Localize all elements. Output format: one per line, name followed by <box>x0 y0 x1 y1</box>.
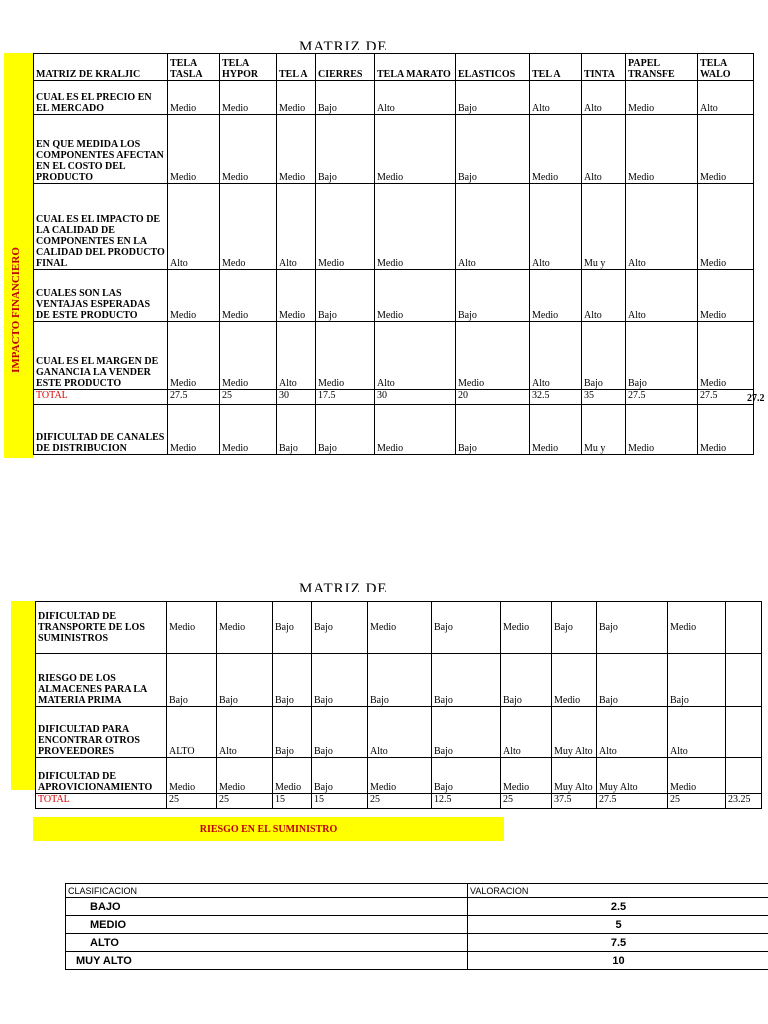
table-cell: Medio <box>168 405 220 455</box>
table-cell: Bajo <box>456 81 530 115</box>
total-cell: 27.5 <box>597 794 668 809</box>
table-cell: Medio <box>220 322 277 390</box>
table-cell: Bajo <box>368 654 432 707</box>
table-cell: Medio <box>552 654 597 707</box>
table-cell: Bajo <box>456 115 530 184</box>
table-cell: Medio <box>316 184 375 270</box>
classification-value: 5 <box>468 916 768 934</box>
table-cell: Muy Alto <box>552 758 597 794</box>
classification-row <box>66 916 768 934</box>
classification-header-row <box>66 884 768 898</box>
row-question: DIFICULTAD PARA ENCONTRAR OTROS PROVEEDORES <box>36 707 167 758</box>
table-cell: Bajo <box>316 270 375 322</box>
total-cell: 25 <box>217 794 273 809</box>
table-cell: Medio <box>273 758 312 794</box>
table-cell: Bajo <box>312 602 368 654</box>
table-cell: Bajo <box>432 758 501 794</box>
table-cell: Medio <box>668 602 726 654</box>
classification-header: CLASIFICACION <box>66 884 468 898</box>
table-cell: Alto <box>368 707 432 758</box>
table-row <box>34 81 754 115</box>
total-label: TOTAL <box>36 794 167 809</box>
table-cell: Medio <box>220 405 277 455</box>
table-cell: Medio <box>375 115 456 184</box>
table-row <box>34 184 754 270</box>
table-cell: Medio <box>626 81 698 115</box>
classification-row <box>66 952 768 970</box>
table-cell: Alto <box>530 184 582 270</box>
total-cell: 25 <box>368 794 432 809</box>
table-row <box>34 405 754 455</box>
classification-row <box>66 934 768 952</box>
table-cell: Bajo <box>316 405 375 455</box>
table-cell: Medio <box>530 115 582 184</box>
table-cell: Muy Alto <box>552 707 597 758</box>
table-cell: Alto <box>277 184 316 270</box>
total-cell: 17.5 <box>316 390 375 405</box>
total-average-financial: 27.2 <box>747 393 765 404</box>
table-cell: Medio <box>501 602 552 654</box>
table-cell: Medio <box>277 270 316 322</box>
table-cell: Alto <box>375 322 456 390</box>
table-cell: Muy Alto <box>597 758 668 794</box>
table-cell: Bajo <box>273 707 312 758</box>
table-cell: Medio <box>168 115 220 184</box>
row-question: RIESGO DE LOS ALMACENES PARA LA MATERIA PRIMA <box>36 654 167 707</box>
table-cell: Bajo <box>432 707 501 758</box>
row-question: CUAL ES EL PRECIO EN EL MERCADO <box>34 81 168 115</box>
table-cell: Alto <box>582 115 626 184</box>
column-header: TEL A <box>277 54 316 81</box>
table-cell: Alto <box>626 184 698 270</box>
supply-highlight-bar <box>11 601 35 790</box>
table-cell: Medio <box>698 405 754 455</box>
table-row <box>34 270 754 322</box>
matrix-header-label: MATRIZ DE KRALJIC <box>34 54 168 81</box>
total-row <box>36 794 762 809</box>
total-cell: 15 <box>273 794 312 809</box>
table-cell: Alto <box>582 81 626 115</box>
table-cell: Medio <box>456 322 530 390</box>
table-cell: Medio <box>168 81 220 115</box>
table-cell: Bajo <box>501 654 552 707</box>
table-cell: Alto <box>168 184 220 270</box>
classification-value: 10 <box>468 952 768 970</box>
table-cell: Bajo <box>273 654 312 707</box>
row-question: DIFICULTAD DE CANALES DE DISTRIBUCION <box>34 405 168 455</box>
supply-risk-banner: RIESGO EN EL SUMINISTRO <box>33 817 504 841</box>
table-cell: Bajo <box>456 405 530 455</box>
total-cell: 15 <box>312 794 368 809</box>
table-cell: Medio <box>698 184 754 270</box>
header-row <box>34 54 754 81</box>
table-cell: Medio <box>220 115 277 184</box>
table-cell: Medio <box>168 270 220 322</box>
table-cell <box>726 707 762 758</box>
table-cell: Medio <box>277 115 316 184</box>
table-cell: Medio <box>167 602 217 654</box>
table-cell: Bajo <box>273 602 312 654</box>
row-question: CUAL ES EL MARGEN DE GANANCIA LA VENDER ESTE PRODUCTO <box>34 322 168 390</box>
table-cell: Medio <box>368 758 432 794</box>
table-cell: Bajo <box>668 654 726 707</box>
table-cell: Bajo <box>597 654 668 707</box>
total-cell: 32.5 <box>530 390 582 405</box>
total-row <box>34 390 754 405</box>
table-cell: Bajo <box>277 405 316 455</box>
column-header: TELA TASLA <box>168 54 220 81</box>
matrix-title-financial: MATRIZ DE <box>299 39 388 50</box>
table-cell: Medio <box>530 405 582 455</box>
table-cell: Medio <box>698 270 754 322</box>
row-question: EN QUE MEDIDA LOS COMPONENTES AFECTAN EN EL COSTO DEL PRODUCTO <box>34 115 168 184</box>
column-header: TELA WALO <box>698 54 754 81</box>
classification-row <box>66 898 768 916</box>
table-cell <box>726 602 762 654</box>
classification-label: MUY ALTO <box>66 952 468 970</box>
table-cell: ALTO <box>167 707 217 758</box>
column-header: TEL A <box>530 54 582 81</box>
total-cell: 25 <box>220 390 277 405</box>
matrix-title-supply: MATRIZ DE <box>299 581 388 592</box>
table-cell: Medio <box>501 758 552 794</box>
classification-value: 2.5 <box>468 898 768 916</box>
table-cell: Bajo <box>316 115 375 184</box>
table-cell: Alto <box>277 322 316 390</box>
total-cell: 25 <box>501 794 552 809</box>
table-cell: Medio <box>220 270 277 322</box>
classification-label: BAJO <box>66 898 468 916</box>
column-header: TINTA <box>582 54 626 81</box>
column-header: PAPEL TRANSFE <box>626 54 698 81</box>
table-cell: Medio <box>698 115 754 184</box>
column-header: TELA HYPOR <box>220 54 277 81</box>
table-cell: Bajo <box>582 322 626 390</box>
row-question: CUAL ES EL IMPACTO DE LA CALIDAD DE COMPONENTES EN LA CALIDAD DEL PRODUCTO FINAL <box>34 184 168 270</box>
table-cell: Alto <box>501 707 552 758</box>
table-cell: Medio <box>375 270 456 322</box>
table-cell: Medio <box>167 758 217 794</box>
total-average-supply: 23.25 <box>726 794 762 809</box>
table-row <box>36 602 762 654</box>
table-cell: Medio <box>368 602 432 654</box>
table-cell: Medio <box>277 81 316 115</box>
valuation-header: VALORACION <box>468 884 768 898</box>
kraljic-financial-table <box>33 53 754 455</box>
table-cell: Medio <box>530 270 582 322</box>
table-cell: Alto <box>668 707 726 758</box>
row-question: CUALES SON LAS VENTAJAS ESPERADAS DE ESTE PRODUCTO <box>34 270 168 322</box>
column-header: ELASTICOS <box>456 54 530 81</box>
row-question: DIFICULTAD DE APROVICIONAMIENTO <box>36 758 167 794</box>
row-question: DIFICULTAD DE TRANSPORTE DE LOS SUMINISTROS <box>36 602 167 654</box>
table-cell: Bajo <box>552 602 597 654</box>
table-cell: Alto <box>582 270 626 322</box>
table-cell: Medio <box>626 115 698 184</box>
total-cell: 30 <box>375 390 456 405</box>
table-cell: Alto <box>375 81 456 115</box>
classification-table <box>65 883 768 970</box>
classification-label: MEDIO <box>66 916 468 934</box>
table-cell: Bajo <box>312 758 368 794</box>
table-cell: Bajo <box>597 602 668 654</box>
table-cell: Alto <box>217 707 273 758</box>
table-row <box>34 322 754 390</box>
table-cell: Mu y <box>582 405 626 455</box>
total-cell: 25 <box>167 794 217 809</box>
total-cell: 20 <box>456 390 530 405</box>
classification-label: ALTO <box>66 934 468 952</box>
table-cell: Medio <box>217 602 273 654</box>
impact-financial-label: IMPACTO FINANCIERO <box>10 247 23 373</box>
table-cell: Bajo <box>626 322 698 390</box>
table-cell: Medio <box>375 405 456 455</box>
column-header: TELA MARATO <box>375 54 456 81</box>
table-row <box>34 115 754 184</box>
total-label: TOTAL <box>34 390 168 405</box>
table-cell <box>726 654 762 707</box>
total-cell: 30 <box>277 390 316 405</box>
table-row <box>36 758 762 794</box>
total-cell: 25 <box>668 794 726 809</box>
table-cell: Medio <box>375 184 456 270</box>
table-cell: Medio <box>668 758 726 794</box>
table-cell: Bajo <box>432 602 501 654</box>
table-cell: Medio <box>220 81 277 115</box>
table-cell: Mu y <box>582 184 626 270</box>
total-cell: 27.5 <box>626 390 698 405</box>
table-cell: Bajo <box>217 654 273 707</box>
table-cell: Bajo <box>312 707 368 758</box>
table-cell: Bajo <box>456 270 530 322</box>
table-row <box>36 707 762 758</box>
total-cell: 27.5 <box>168 390 220 405</box>
total-cell: 37.5 <box>552 794 597 809</box>
table-cell: Alto <box>626 270 698 322</box>
table-cell: Alto <box>456 184 530 270</box>
table-cell: Medo <box>220 184 277 270</box>
table-row <box>36 654 762 707</box>
table-cell: Bajo <box>432 654 501 707</box>
table-cell: Alto <box>698 81 754 115</box>
classification-value: 7.5 <box>468 934 768 952</box>
table-cell: Alto <box>530 322 582 390</box>
table-cell: Medio <box>698 322 754 390</box>
table-cell: Medio <box>217 758 273 794</box>
total-cell: 35 <box>582 390 626 405</box>
total-cell: 12.5 <box>432 794 501 809</box>
table-cell <box>726 758 762 794</box>
table-cell: Medio <box>626 405 698 455</box>
table-cell: Bajo <box>312 654 368 707</box>
table-cell: Medio <box>168 322 220 390</box>
total-cell: 27.5 <box>698 390 754 405</box>
table-cell: Alto <box>530 81 582 115</box>
table-cell: Bajo <box>316 81 375 115</box>
column-header: CIERRES <box>316 54 375 81</box>
table-cell: Alto <box>597 707 668 758</box>
table-cell: Bajo <box>167 654 217 707</box>
kraljic-supply-table <box>35 601 762 809</box>
table-cell: Medio <box>316 322 375 390</box>
